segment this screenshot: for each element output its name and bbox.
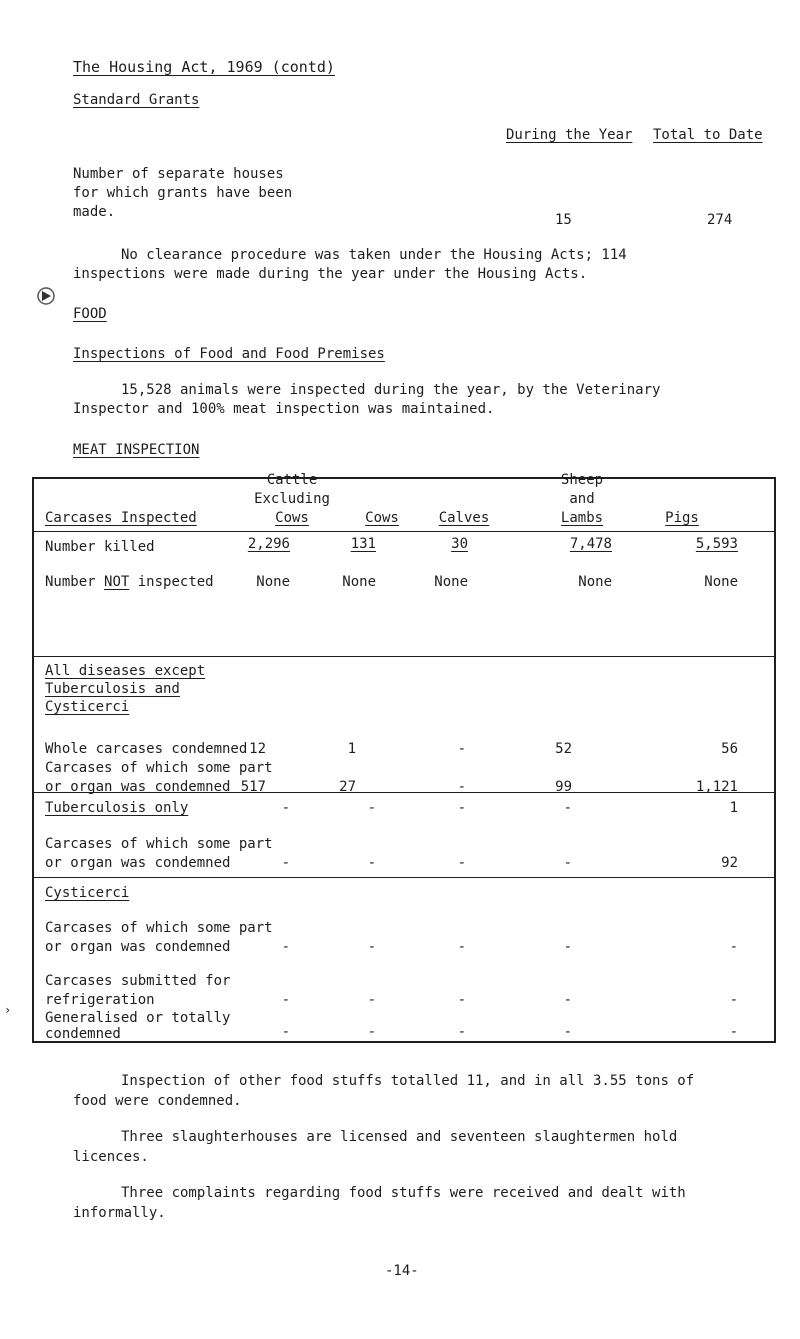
cell-generalised: -	[367, 1024, 376, 1040]
cell-killed: 7,478	[569, 536, 612, 552]
col-header-carcases: Carcases Inspected	[45, 510, 197, 526]
cell-not-inspected: None	[256, 574, 290, 590]
section-all-diseases-3: Cysticerci	[45, 699, 130, 715]
cell-tb-part: -	[563, 855, 572, 871]
cell-cyst-part: -	[367, 939, 376, 955]
meat-inspection-heading: MEAT INSPECTION	[73, 442, 200, 458]
closing-p3-line2: informally.	[73, 1205, 166, 1221]
cell-part-condemned: 1,121	[695, 779, 738, 795]
closing-p3-line1: Three complaints regarding food stuffs were received and dealt with	[121, 1185, 686, 1201]
cell-generalised: -	[457, 1024, 466, 1040]
cell-killed: 131	[350, 536, 376, 552]
cell-whole-condemned: 56	[721, 741, 738, 757]
col-header-sheep-2: and	[569, 491, 595, 507]
cell-part-condemned: 517	[240, 779, 266, 795]
col-header-sheep-1: Sheep	[560, 472, 604, 488]
cell-not-inspected: None	[578, 574, 612, 590]
cell-tuberculosis: -	[457, 800, 466, 816]
cell-refrigeration: -	[367, 992, 376, 1008]
cell-tuberculosis: -	[281, 800, 290, 816]
row-label-cyst-part-1: Carcases of which some part	[45, 920, 273, 936]
label-not: NOT	[104, 574, 130, 590]
food-line-2: Inspector and 100% meat inspection was maintained.	[73, 401, 495, 417]
cell-not-inspected: None	[342, 574, 376, 590]
cell-killed: 30	[451, 536, 468, 552]
cell-refrigeration: -	[281, 992, 290, 1008]
row-label-generalised-1: Generalised or totally	[45, 1010, 231, 1026]
page-title: The Housing Act, 1969 (contd)	[73, 58, 335, 76]
cell-tuberculosis: -	[367, 800, 376, 816]
grants-label-3: made.	[73, 204, 116, 220]
page-number: -14-	[385, 1263, 419, 1279]
section-all-diseases-2: Tuberculosis and	[45, 681, 180, 697]
cell-tb-part: -	[281, 855, 290, 871]
cell-refrigeration: -	[457, 992, 466, 1008]
section-cysticerci: Cysticerci	[45, 885, 130, 901]
label-part: Number	[45, 574, 105, 590]
col-header-pigs: Pigs	[665, 510, 699, 526]
col-header-cattle-1: Cattle	[266, 472, 318, 488]
col-header-cattle-3: Cows	[275, 510, 309, 526]
section-all-diseases-1: All diseases except	[45, 663, 206, 679]
row-label-refrigeration-1: Carcases submitted for	[45, 973, 231, 989]
label-part: inspected	[129, 574, 214, 590]
table-divider	[32, 656, 776, 657]
cell-part-condemned: 99	[555, 779, 572, 795]
cell-whole-condemned: 12	[249, 741, 266, 757]
col-header-calves: Calves	[438, 510, 490, 526]
col-header-cows: Cows	[365, 510, 399, 526]
cell-cyst-part: -	[563, 939, 572, 955]
cell-part-condemned: 27	[339, 779, 356, 795]
cell-whole-condemned: 52	[555, 741, 572, 757]
col-header-sheep-3: Lambs	[560, 510, 604, 526]
cell-whole-condemned: 1	[347, 741, 356, 757]
cell-whole-condemned: -	[457, 741, 466, 757]
row-label-tb-part-1: Carcases of which some part	[45, 836, 273, 852]
col-during-year: During the Year	[506, 127, 633, 143]
food-line-1: 15,528 animals were inspected during the year, by the Veterinary	[121, 382, 661, 398]
grants-label-1: Number of separate houses	[73, 166, 284, 182]
section-tuberculosis: Tuberculosis only	[45, 800, 189, 816]
row-label-refrigeration-2: refrigeration	[45, 992, 155, 1008]
row-label-part-condemned-1: Carcases of which some part	[45, 760, 273, 776]
cell-tuberculosis: -	[563, 800, 572, 816]
margin-mark: ›	[4, 1003, 12, 1017]
closing-p1-line2: food were condemned.	[73, 1093, 242, 1109]
clearance-line-1: No clearance procedure was taken under the Housing Acts; 114	[121, 247, 627, 263]
col-header-cattle-2: Excluding	[254, 491, 330, 507]
row-label-cyst-part-2: or organ was condemned	[45, 939, 231, 955]
cell-tb-part: -	[367, 855, 376, 871]
cell-cyst-part: -	[281, 939, 290, 955]
col-total-to-date: Total to Date	[653, 127, 763, 143]
cell-killed: 2,296	[247, 536, 290, 552]
grants-label-2: for which grants have been	[73, 185, 293, 201]
cell-generalised: -	[563, 1024, 572, 1040]
cell-refrigeration: -	[729, 992, 738, 1008]
row-label-part-condemned-2: or organ was condemned	[45, 779, 231, 795]
cell-not-inspected: None	[704, 574, 738, 590]
cell-tb-part: -	[457, 855, 466, 871]
closing-p1-line1: Inspection of other food stuffs totalled 11, and in all 3.55 tons of	[121, 1073, 695, 1089]
closing-p2-line2: licences.	[73, 1149, 149, 1165]
row-label-killed: Number killed	[45, 539, 155, 555]
row-label-generalised-2: condemned	[45, 1026, 121, 1042]
cell-part-condemned: -	[457, 779, 466, 795]
cell-generalised: -	[281, 1024, 290, 1040]
food-subheading: Inspections of Food and Food Premises	[73, 346, 385, 362]
grants-year-value: 15	[555, 212, 572, 228]
cell-cyst-part: -	[457, 939, 466, 955]
cell-cyst-part: -	[729, 939, 738, 955]
row-label-tb-part-2: or organ was condemned	[45, 855, 231, 871]
cell-tuberculosis: 1	[729, 800, 738, 816]
row-label-not-inspected	[45, 574, 214, 590]
closing-p2-line1: Three slaughterhouses are licensed and seventeen slaughtermen hold	[121, 1129, 678, 1145]
section-subtitle: Standard Grants	[73, 92, 200, 108]
grants-total-value: 274	[707, 212, 733, 228]
food-heading: FOOD	[73, 306, 107, 322]
clearance-line-2: inspections were made during the year under the Housing Acts.	[73, 266, 588, 282]
cell-tb-part: 92	[721, 855, 738, 871]
scan-hole-mark	[36, 286, 56, 306]
cell-not-inspected: None	[434, 574, 468, 590]
table-divider	[32, 531, 776, 532]
cell-refrigeration: -	[563, 992, 572, 1008]
table-divider	[32, 877, 776, 878]
row-label-whole-condemned: Whole carcases condemned	[45, 741, 248, 757]
cell-generalised: -	[729, 1024, 738, 1040]
cell-killed: 5,593	[695, 536, 738, 552]
